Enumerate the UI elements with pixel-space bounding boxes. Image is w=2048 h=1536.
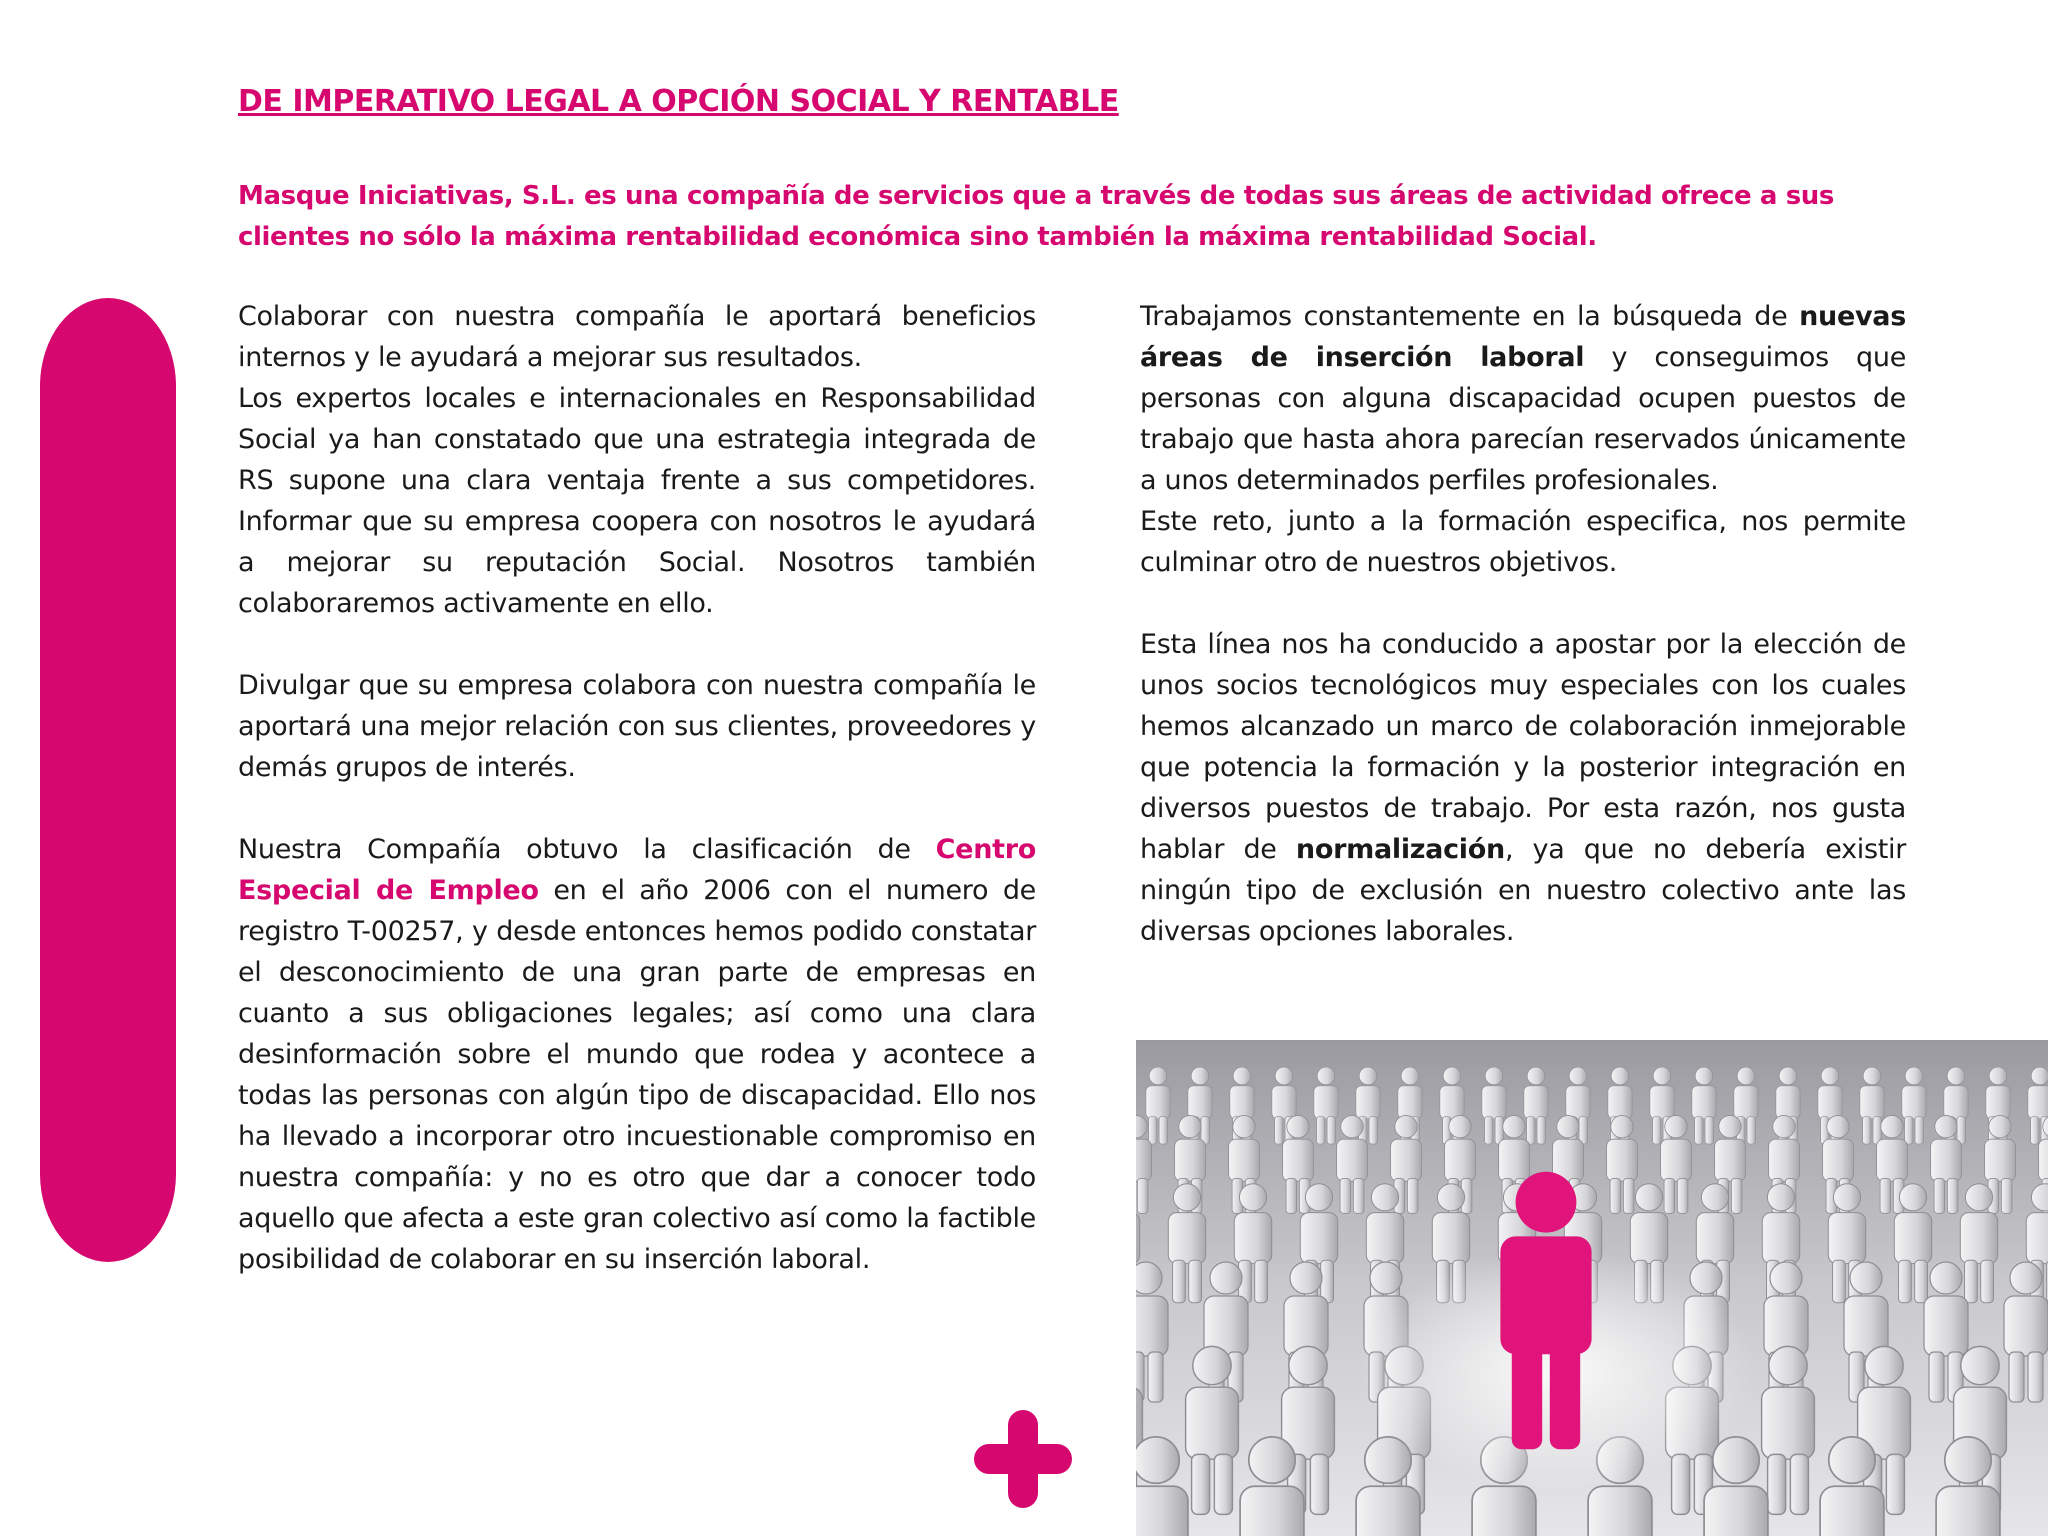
centro-especial-highlight: Centro Especial de Empleo xyxy=(238,834,1036,906)
left-paragraph-3-post: en el año 2006 con el numero de registro T-00257, y desde entonces hemos podido constatar el desconocimiento de una gran parte de empresas en cuanto a sus obligaciones legales; así como una clara desinformación sobre el mundo que rodea y acontece a todas las personas con algún tipo de discapacidad. Ello nos ha llevado a incorporar otro incuestionable compromiso en nuestra compañía: y no es otro que dar a conocer todo aquello que afecta a este gran colectivo así como la factible posibilidad de colaborar en su inserción laboral. xyxy=(238,875,1036,1275)
left-column xyxy=(238,296,1036,1321)
right-paragraph-2-pre: Esta línea nos ha conducido a apostar por la elección de unos socios tecnológicos muy especiales con los cuales hemos alcanzado un marco de colaboración inmejorable que potencia la formación y la posterior integración en diversos puestos de trabajo. Por esta razón, nos gusta hablar de xyxy=(1140,629,1906,865)
nuevas-areas-bold: nuevas áreas de inserción laboral xyxy=(1140,301,1906,373)
normalizacion-bold: normalización xyxy=(1295,834,1505,865)
left-paragraph-1 xyxy=(238,296,1036,624)
right-paragraph-2-post: , ya que no debería existir ningún tipo de exclusión en nuestro colectivo ante las diversas opciones laborales. xyxy=(1140,834,1907,947)
left-paragraph-3 xyxy=(238,829,1036,1280)
right-paragraph-1b: Este reto, junto a la formación especifica, nos permite culminar otro de nuestros objetivos. xyxy=(1140,506,1906,578)
left-paragraph-1b: Los expertos locales e internacionales en Responsabilidad Social ya han constatado que una estrategia integrada de RS supone una clara ventaja frente a sus competidores. Informar que su empresa coopera con nosotros le ayudará a mejorar su reputación Social. Nosotros también colaboraremos activamente en ello. xyxy=(238,383,1036,619)
right-paragraph-2 xyxy=(1140,624,1906,952)
left-paragraph-3-pre: Nuestra Compañía obtuvo la clasificación de xyxy=(238,834,936,865)
plus-icon xyxy=(974,1410,1072,1508)
intro-paragraph: Masque Iniciativas, S.L. es una compañía de servicios que a través de todas sus áreas de actividad ofrece a sus clientes no sólo la máxima rentabilidad económica sino también la máxima rentabilidad Social. xyxy=(238,181,1834,252)
crowd-illustration xyxy=(1136,1040,2048,1536)
decorative-side-bar xyxy=(40,298,176,1262)
right-paragraph-1a xyxy=(1140,296,1906,501)
left-paragraph-2: Divulgar que su empresa colabora con nuestra compañía le aportará una mejor relación con sus clientes, proveedores y demás grupos de interés. xyxy=(238,670,1036,783)
right-column xyxy=(1140,296,1906,993)
right-paragraph-1-pre: Trabajamos constantemente en la búsqueda de xyxy=(1140,301,1800,332)
right-paragraph-1 xyxy=(1140,296,1906,583)
page-title: DE IMPERATIVO LEGAL A OPCIÓN SOCIAL Y RENTABLE xyxy=(238,84,1119,119)
right-paragraph-1-post: y conseguimos que personas con alguna discapacidad ocupen puestos de trabajo que hasta ahora parecían reservados únicamente a unos determinados perfiles profesionales. xyxy=(1140,342,1907,496)
left-paragraph-1a: Colaborar con nuestra compañía le aportará beneficios internos y le ayudará a mejorar sus resultados. xyxy=(238,301,1036,373)
